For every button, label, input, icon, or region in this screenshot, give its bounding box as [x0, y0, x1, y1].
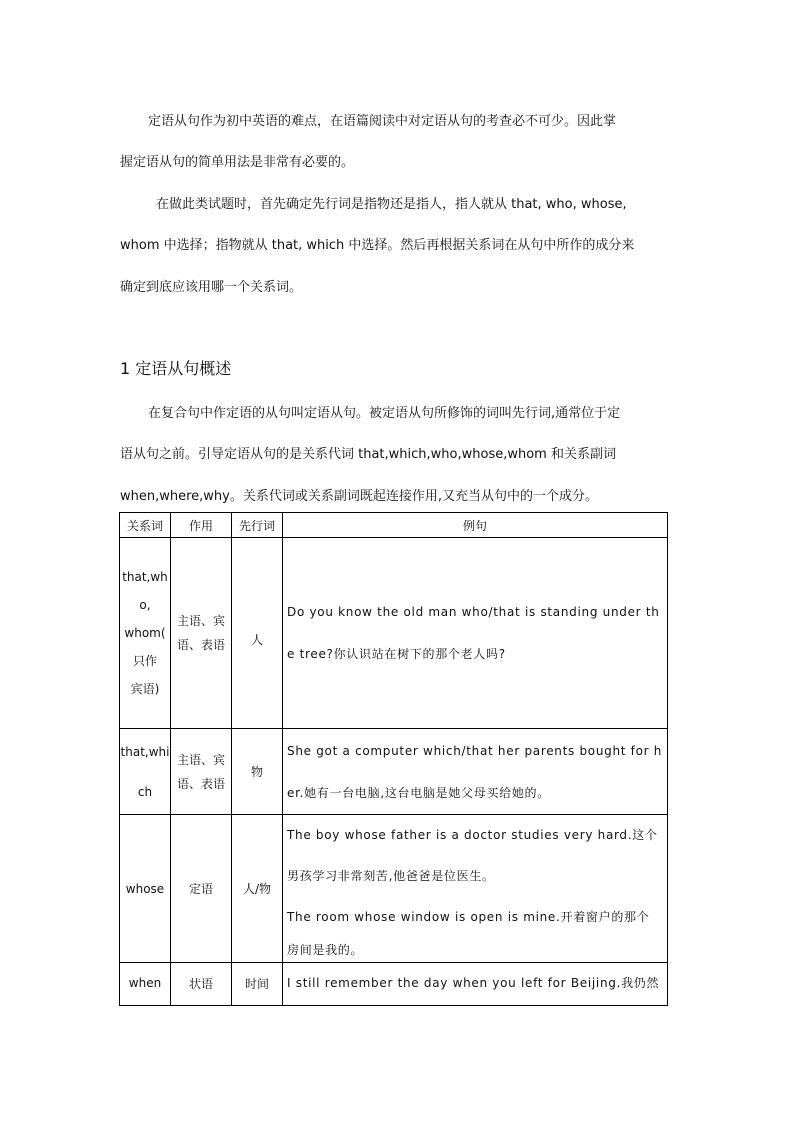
- relative-word-cell: whose: [120, 815, 171, 963]
- antecedent-cell: 物: [232, 729, 283, 815]
- antecedent-cell: 时间: [232, 963, 283, 1006]
- table-header-row: [120, 513, 668, 538]
- table-row: [120, 729, 668, 815]
- example-line: e tree?你认识站在树下的那个老人吗?: [287, 647, 506, 661]
- text-line: 在复合句中作定语的从句叫定语从句。被定语从句所修饰的词叫先行词,通常位于定: [148, 406, 621, 421]
- relative-word-cell: that,wh o, whom( 只作 宾语): [120, 538, 171, 729]
- text-line: whom 中选择；指物就从 that, which 中选择。然后再根据关系词在从句中所作的成分来: [120, 238, 635, 253]
- function-cell: 定语: [171, 815, 232, 963]
- section-heading: 1 定语从句概述: [120, 359, 232, 378]
- table-row: [120, 815, 668, 963]
- text-line: 确定到底应该用哪一个关系词。: [120, 280, 303, 295]
- example-line: The boy whose father is a doctor studies very hard.这个: [287, 828, 658, 842]
- example-line: er.她有一台电脑,这台电脑是她父母买给她的。: [287, 785, 550, 800]
- antecedent-cell: 人/物: [232, 815, 283, 963]
- text-line: 在做此类试题时，首先确定先行词是指物还是指人，指人就从 that, who, whose,: [156, 197, 627, 212]
- function-cell: 主语、宾 语、表语: [171, 729, 232, 815]
- relative-word-table: [119, 512, 668, 1006]
- text-line: when,where,why。关系代词或关系副词既起连接作用,又充当从句中的一个成分。: [120, 489, 598, 504]
- function-cell: 主语、宾 语、表语: [171, 538, 232, 729]
- example-line: The room whose window is open is mine.开着窗户的那个: [287, 910, 650, 924]
- header-example: 例句: [283, 513, 668, 538]
- example-cell: [283, 815, 668, 963]
- example-line: She got a computer which/that her parents bought for h: [287, 743, 663, 758]
- header-relative-word: 关系词: [120, 513, 171, 538]
- text-line: 握定语从句的简单用法是非常有必要的。: [120, 155, 355, 170]
- example-line: 房间是我的。: [287, 943, 364, 957]
- header-antecedent: 先行词: [232, 513, 283, 538]
- example-line: Do you know the old man who/that is standing under th: [287, 605, 660, 619]
- example-cell: [283, 963, 668, 1006]
- relative-word-cell: when: [120, 963, 171, 1006]
- example-line: I still remember the day when you left for Beijing.我仍然: [287, 976, 660, 990]
- relative-word-cell: that,whi ch: [120, 729, 171, 815]
- function-cell: 状语: [171, 963, 232, 1006]
- example-cell: [283, 538, 668, 729]
- table-row: [120, 538, 668, 729]
- antecedent-cell: 人: [232, 538, 283, 729]
- example-cell: [283, 729, 668, 815]
- text-line: 语从句之前。引导定语从句的是关系代词 that,which,who,whose,whom 和关系副词: [120, 447, 616, 462]
- text-line: 定语从句作为初中英语的难点，在语篇阅读中对定语从句的考查必不可少。因此掌: [148, 114, 617, 129]
- table-row: [120, 963, 668, 1006]
- example-line: 男孩学习非常刻苦,他爸爸是位医生。: [287, 869, 495, 883]
- header-function: 作用: [171, 513, 232, 538]
